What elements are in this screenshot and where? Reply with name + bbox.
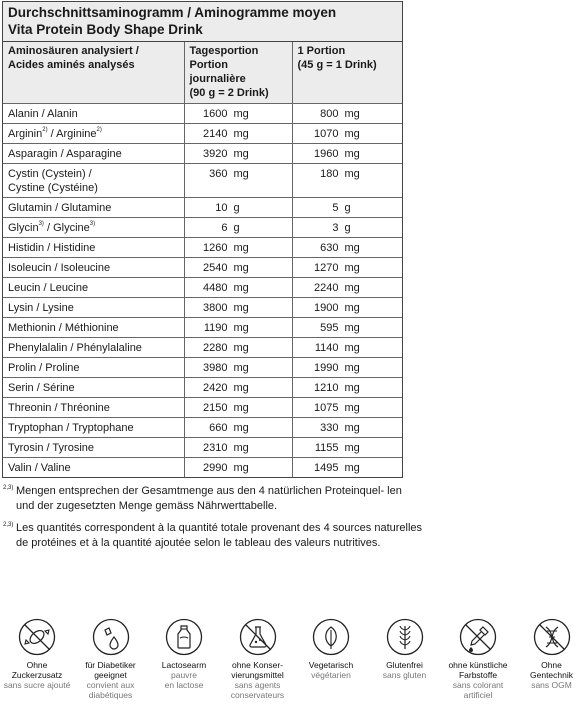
one-portion-value: 1075 mg <box>292 398 402 418</box>
feature-label-de: Ohne <box>541 660 562 670</box>
table-row <box>3 198 402 218</box>
one-portion-value: 1990 mg <box>292 358 402 378</box>
aminogram-table-container <box>2 1 403 478</box>
daily-portion-value: 3980 mg <box>184 358 292 378</box>
one-portion-value: 1140 mg <box>292 338 402 358</box>
no-preservatives-flask-icon <box>239 618 277 656</box>
daily-portion-value: 2310 mg <box>184 438 292 458</box>
feature-label-fr: diabétiques <box>88 690 133 700</box>
table-row <box>3 378 402 398</box>
table-row <box>3 238 402 258</box>
daily-portion-value: 2140 mg <box>184 124 292 144</box>
daily-portion-value: 4480 mg <box>184 278 292 298</box>
feature-label-de: für Diabetiker <box>85 660 136 670</box>
table-row <box>3 104 402 124</box>
amino-acid-name: Phenylalalin / Phénylalaline <box>3 338 184 358</box>
amino-acid-name: Isoleucin / Isoleucine <box>3 258 184 278</box>
one-portion-value: 180 mg <box>292 164 402 198</box>
feature-label-fr: végétarien <box>311 670 351 680</box>
one-portion-value: 1155 mg <box>292 438 402 458</box>
table-row <box>3 258 402 278</box>
header-one-portion: 1 Portion (45 g = 1 Drink) <box>292 42 402 104</box>
daily-portion-value: 2420 mg <box>184 378 292 398</box>
amino-acid-name: Cystin (Cystein) / Cystine (Cystéine) <box>3 164 184 198</box>
one-portion-value: 1495 mg <box>292 458 402 478</box>
header-daily-portion: Tagesportion Portion journalière (90 g = 2 Drink) <box>184 42 292 104</box>
footnote-marker: 2,3) <box>3 522 14 528</box>
daily-portion-value: 10 g <box>184 198 292 218</box>
amino-acid-name: Threonin / Thréonine <box>3 398 184 418</box>
aminogram-table <box>3 42 402 477</box>
footnote-german <box>3 484 423 514</box>
amino-acid-name: Histidin / Histidine <box>3 238 184 258</box>
one-portion-value: 330 mg <box>292 418 402 438</box>
feature-label-de: Glutenfrei <box>386 660 423 670</box>
footnote-ref: 3) <box>38 221 44 227</box>
feature-label-fr: en lactose <box>164 680 204 690</box>
table-row <box>3 358 402 378</box>
amino-acid-name: Valin / Valine <box>3 458 184 478</box>
feature-label-fr: artificiel <box>463 690 493 700</box>
amino-acid-name: Lysin / Lysine <box>3 298 184 318</box>
daily-portion-value: 2150 mg <box>184 398 292 418</box>
amino-acid-name: Tryptophan / Tryptophane <box>3 418 184 438</box>
header-amino-acids: Aminosäuren analysiert / Acides aminés analysés <box>3 42 184 104</box>
footnote-marker: 2,3) <box>3 485 14 491</box>
feature-label-de: geeignet <box>94 670 127 680</box>
amino-acid-name: Methionin / Méthionine <box>3 318 184 338</box>
table-header-row <box>3 42 402 104</box>
feature-label-fr: sans sucre ajouté <box>3 680 71 690</box>
table-row <box>3 164 402 198</box>
amino-acid-name: Glycin$^{3)}$ / Glycine$^{3)}$ <box>3 218 184 238</box>
one-portion-value: 1210 mg <box>292 378 402 398</box>
one-portion-value: 1270 mg <box>292 258 402 278</box>
amino-acid-name: Alanin / Alanin <box>3 104 184 124</box>
table-row <box>3 124 402 144</box>
footnote-ref: 2) <box>96 127 102 133</box>
daily-portion-value: 360 mg <box>184 164 292 198</box>
feature-label-de: Gentechnik <box>530 670 573 680</box>
feature-label-de: ohne Konser- <box>231 660 284 670</box>
one-portion-value: 5 g <box>292 198 402 218</box>
feature-label-fr: conservateurs <box>230 690 285 700</box>
feature-label-de: Farbstoffe <box>458 670 498 680</box>
feature-no-sugar-candy <box>0 618 74 690</box>
table-row <box>3 458 402 478</box>
table-row <box>3 438 402 458</box>
footnote-ref: 2) <box>42 127 48 133</box>
one-portion-value: 2240 mg <box>292 278 402 298</box>
feature-label-fr: sans agents <box>234 680 281 690</box>
footnote-text: Les quantités correspondent à la quantité totale provenant des 4 sources naturelles de protéines et à la quantité ajoutée selon le tableau des valeurs nutritives. <box>16 522 423 549</box>
footnote-text: Mengen entsprechen der Gesamtmenge aus den 4 natürlichen Proteinquel- len und der zugesetzten Menge gemäss Nährwerttabelle. <box>16 485 402 512</box>
feature-no-gmo-dna <box>515 618 588 690</box>
feature-no-preservatives-flask <box>221 618 295 700</box>
milk-bottle-icon <box>165 618 203 656</box>
vegetarian-leaf-icon <box>312 618 350 656</box>
footnote-french <box>3 521 423 551</box>
feature-label-fr: sans gluten <box>382 670 427 680</box>
one-portion-value: 1900 mg <box>292 298 402 318</box>
table-row <box>3 338 402 358</box>
feature-label-fr: sans OGM <box>531 680 572 690</box>
feature-gluten-free-wheat <box>368 618 442 680</box>
table-row <box>3 278 402 298</box>
feature-diabetic-drop <box>74 618 148 700</box>
feature-milk-bottle <box>147 618 221 690</box>
one-portion-value: 630 mg <box>292 238 402 258</box>
feature-label-de: Vegetarisch <box>308 660 354 670</box>
gluten-free-wheat-icon <box>386 618 424 656</box>
table-title: Durchschnittsaminogramm / Aminogramme moyen <box>8 5 337 20</box>
feature-label-de: Zuckerzusatz <box>11 670 63 680</box>
table-row <box>3 218 402 238</box>
feature-no-colorants-dropper <box>441 618 515 700</box>
daily-portion-value: 1600 mg <box>184 104 292 124</box>
daily-portion-value: 3800 mg <box>184 298 292 318</box>
one-portion-value: 1960 mg <box>292 144 402 164</box>
table-row <box>3 418 402 438</box>
no-sugar-candy-icon <box>18 618 56 656</box>
daily-portion-value: 6 g <box>184 218 292 238</box>
feature-label-de: Lactosearm <box>161 660 207 670</box>
daily-portion-value: 2540 mg <box>184 258 292 278</box>
table-body <box>3 104 402 478</box>
footnote-ref: 3) <box>89 221 96 227</box>
one-portion-value: 595 mg <box>292 318 402 338</box>
feature-label-fr: sans colorant <box>452 680 504 690</box>
daily-portion-value: 3920 mg <box>184 144 292 164</box>
amino-acid-name: Prolin / Proline <box>3 358 184 378</box>
amino-acid-name: Leucin / Leucine <box>3 278 184 298</box>
product-name: Vita Protein Body Shape Drink <box>8 22 203 37</box>
product-features-row <box>0 618 588 720</box>
feature-vegetarian-leaf <box>294 618 368 680</box>
amino-acid-name: Glutamin / Glutamine <box>3 198 184 218</box>
daily-portion-value: 1190 mg <box>184 318 292 338</box>
one-portion-value: 3 g <box>292 218 402 238</box>
feature-label-fr: pauvre <box>171 670 197 680</box>
amino-acid-name: Arginin$^{2)}$ / Arginine$^{2)}$ <box>3 124 184 144</box>
one-portion-value: 1070 mg <box>292 124 402 144</box>
table-row <box>3 398 402 418</box>
amino-acid-name: Tyrosin / Tyrosine <box>3 438 184 458</box>
feature-label-de: Ohne <box>26 660 48 670</box>
table-row <box>3 144 402 164</box>
no-colorants-dropper-icon <box>459 618 497 656</box>
daily-portion-value: 660 mg <box>184 418 292 438</box>
amino-acid-name: Asparagin / Asparagine <box>3 144 184 164</box>
daily-portion-value: 1260 mg <box>184 238 292 258</box>
table-row <box>3 298 402 318</box>
daily-portion-value: 2280 mg <box>184 338 292 358</box>
no-gmo-dna-icon <box>533 618 571 656</box>
diabetic-drop-icon <box>92 618 130 656</box>
daily-portion-value: 2990 mg <box>184 458 292 478</box>
feature-label-de: ohne künstliche <box>448 660 508 670</box>
amino-acid-name: Serin / Sérine <box>3 378 184 398</box>
feature-label-fr: convient aux <box>86 680 135 690</box>
feature-label-de: vierungsmittel <box>231 670 284 680</box>
one-portion-value: 800 mg <box>292 104 402 124</box>
table-title-block <box>3 2 402 42</box>
table-row <box>3 318 402 338</box>
